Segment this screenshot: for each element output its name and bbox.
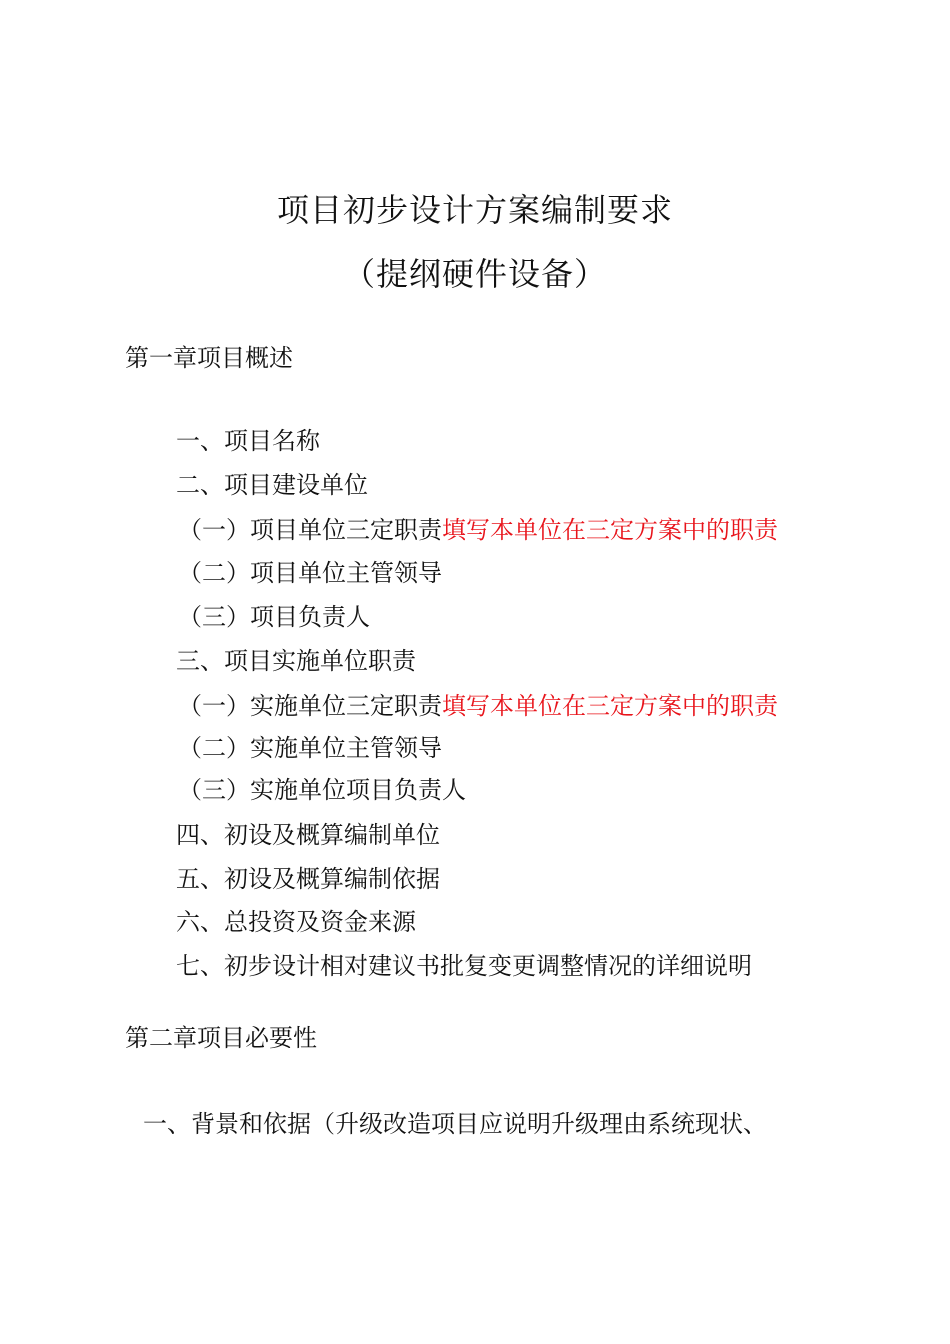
outline-item: 四、初设及概算编制单位 <box>176 821 440 849</box>
outline-item: 三、项目实施单位职责 <box>176 647 416 675</box>
outline-item: 一、项目名称 <box>176 427 320 455</box>
outline-subitem: （三）实施单位项目负责人 <box>178 776 466 804</box>
outline-subitem: （三）项目负责人 <box>178 603 370 631</box>
document-subtitle: （提纲硬件设备） <box>342 255 607 293</box>
chapter-2-heading: 第二章项目必要性 <box>125 1024 317 1052</box>
instruction-note: 填写本单位在三定方案中的职责 <box>442 692 778 720</box>
instruction-note: 填写本单位在三定方案中的职责 <box>442 516 778 544</box>
outline-item: 一、背景和依据（升级改造项目应说明升级理由系统现状、 <box>143 1110 767 1138</box>
outline-item: 五、初设及概算编制依据 <box>176 865 440 893</box>
outline-subitem: （二）项目单位主管领导 <box>178 559 442 587</box>
outline-subitem <box>178 690 778 722</box>
outline-subitem-text: （一）项目单位三定职责 <box>178 516 442 544</box>
outline-subitem <box>178 514 778 546</box>
document-title: 项目初步设计方案编制要求 <box>276 191 673 229</box>
outline-item: 七、初步设计相对建议书批复变更调整情况的详细说明 <box>176 952 752 980</box>
chapter-1-heading: 第一章项目概述 <box>125 344 293 372</box>
outline-item: 二、项目建设单位 <box>176 471 368 499</box>
outline-item: 六、总投资及资金来源 <box>176 908 416 936</box>
outline-subitem: （二）实施单位主管领导 <box>178 734 442 762</box>
outline-subitem-text: （一）实施单位三定职责 <box>178 692 442 720</box>
